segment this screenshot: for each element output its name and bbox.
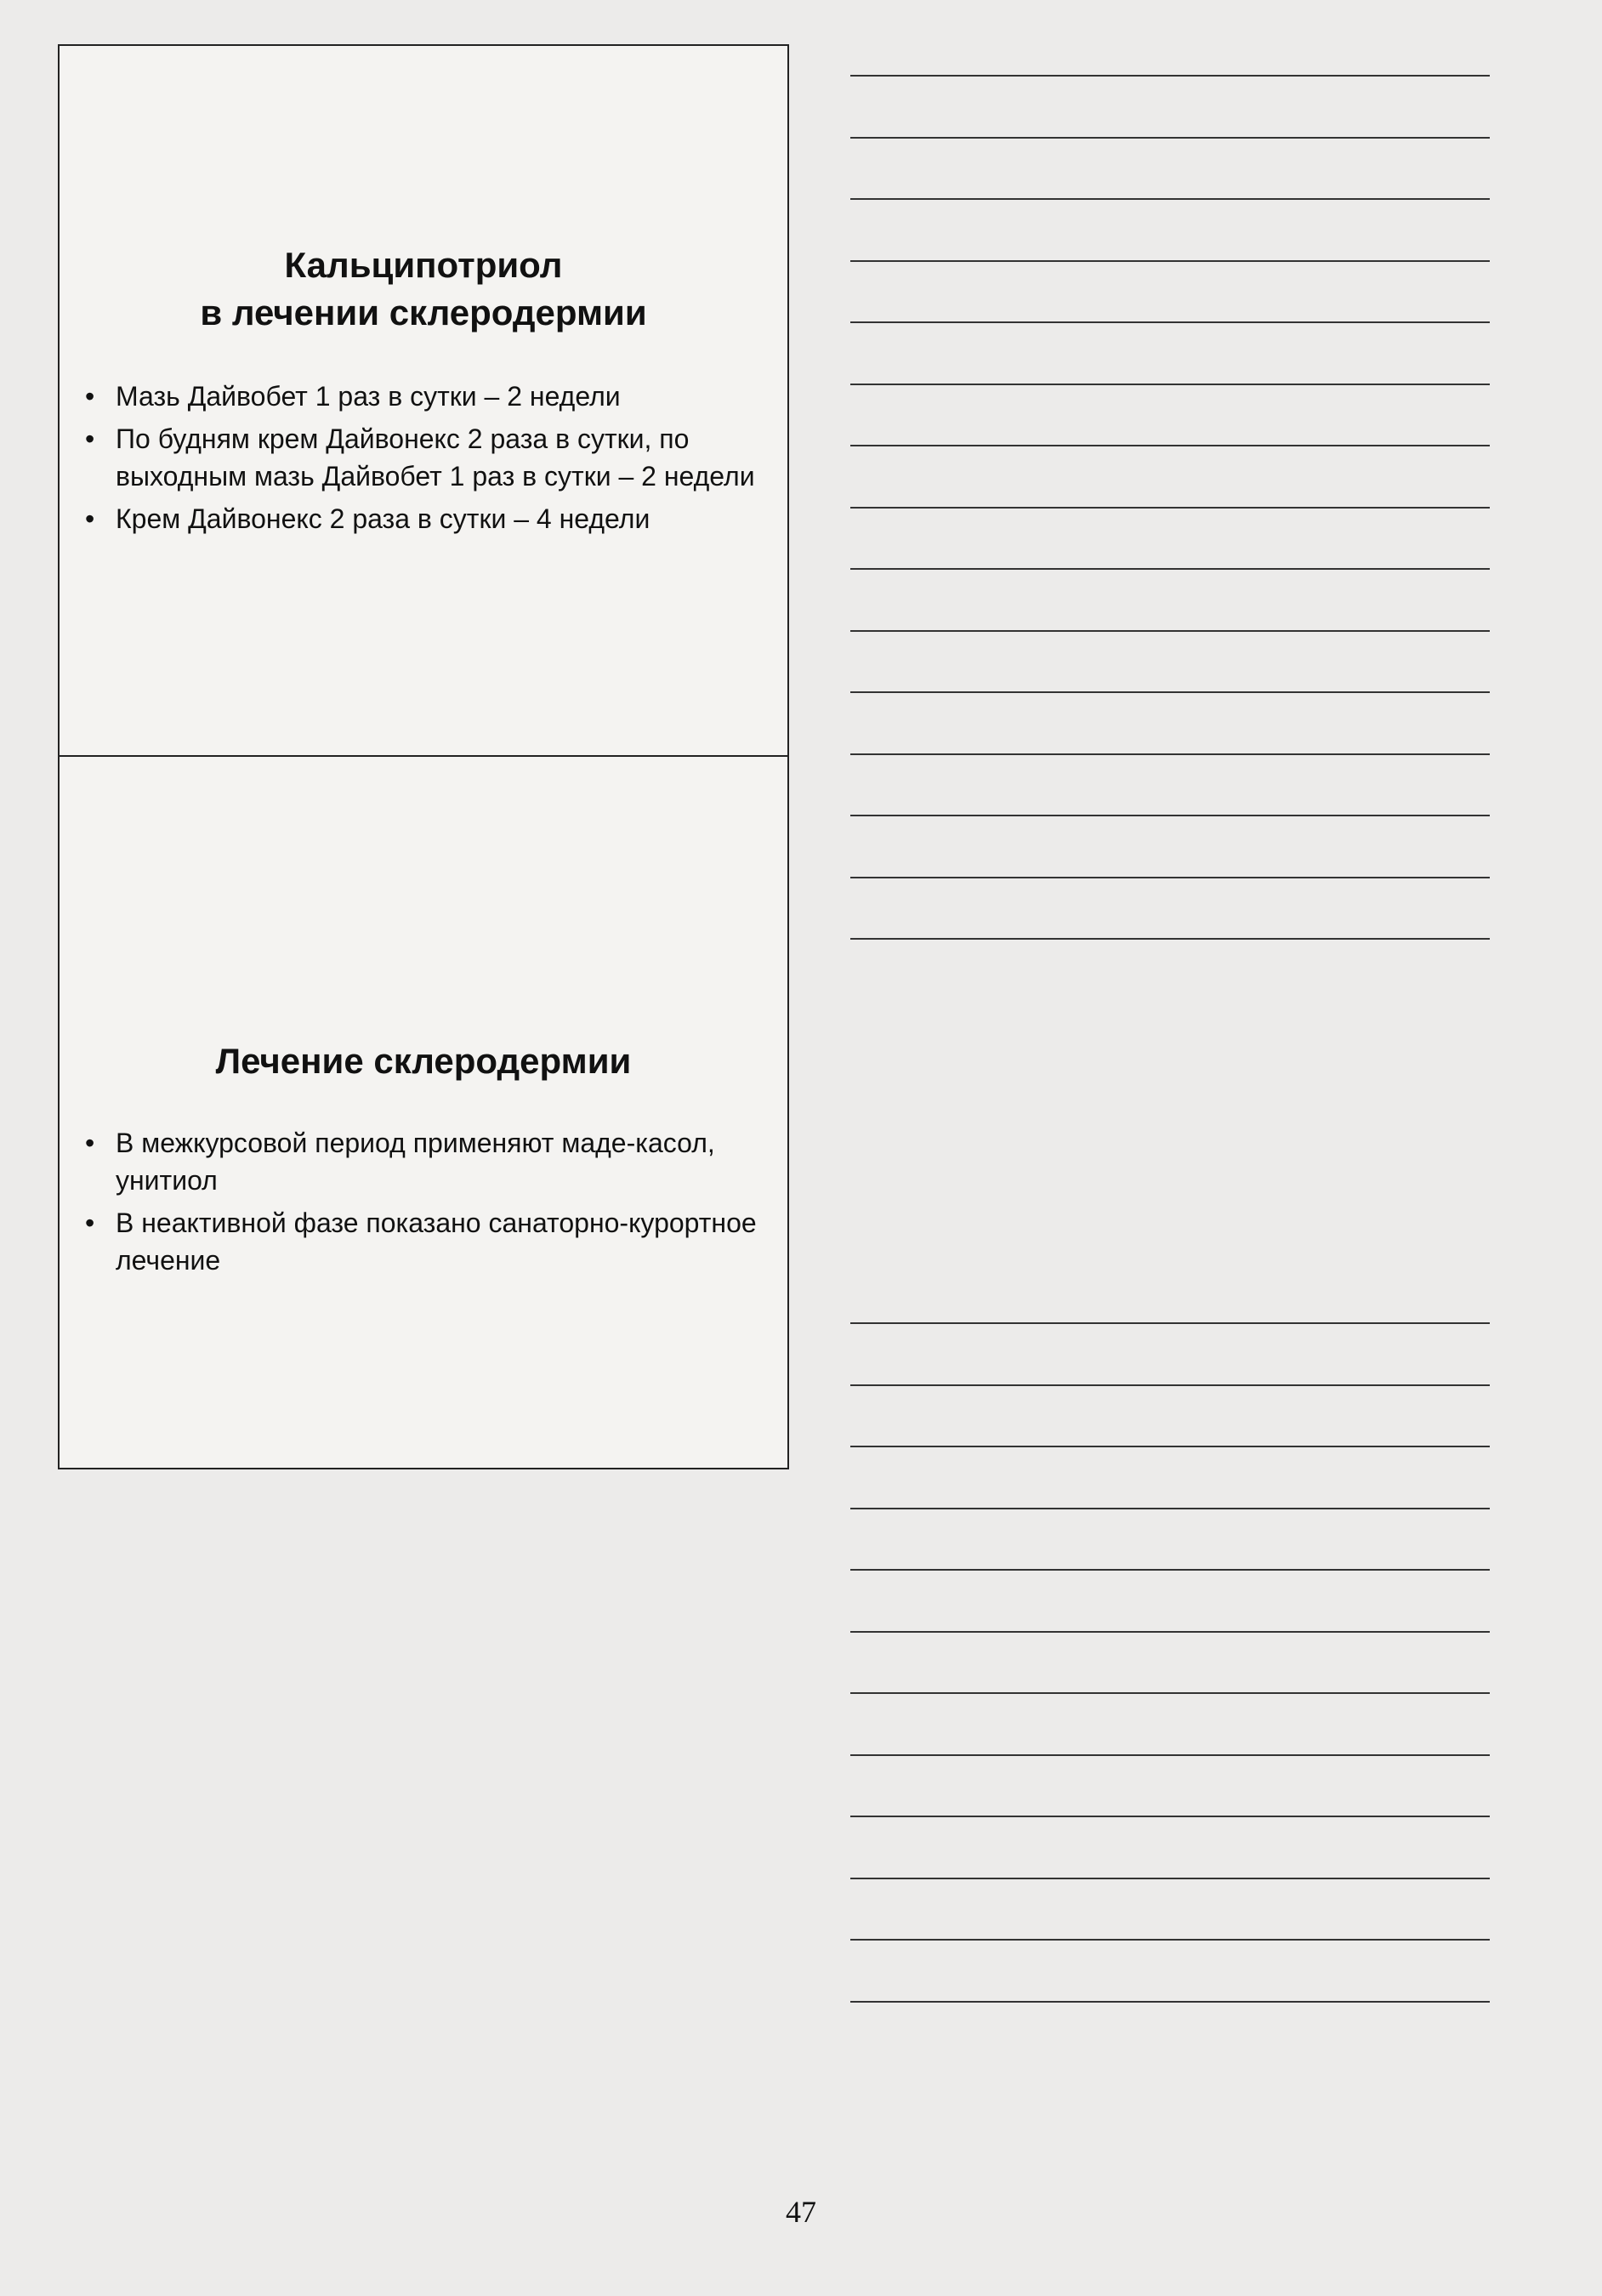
bullet-item <box>77 378 770 415</box>
note-line <box>850 384 1490 385</box>
bullet-text: В неактивной фазе показано санаторно-курортное лечение <box>116 1208 757 1276</box>
slides-panel <box>58 44 789 1469</box>
note-line <box>850 630 1490 632</box>
note-line <box>850 1569 1490 1571</box>
note-line <box>850 1631 1490 1633</box>
bullet-item <box>77 1204 770 1279</box>
note-line <box>850 1446 1490 1447</box>
bullet-item <box>77 500 770 537</box>
slide-title: Лечение склеродермии <box>215 1041 632 1081</box>
note-line <box>850 1322 1490 1324</box>
note-line <box>850 1508 1490 1509</box>
note-line <box>850 260 1490 262</box>
note-line <box>850 1878 1490 1879</box>
bullet-list <box>77 1124 770 1284</box>
slide-scleroderma-treatment <box>60 757 787 1468</box>
note-line <box>850 1384 1490 1386</box>
note-line <box>850 568 1490 570</box>
note-line <box>850 198 1490 200</box>
note-line <box>850 75 1490 77</box>
note-line <box>850 938 1490 940</box>
note-line <box>850 1816 1490 1817</box>
note-line <box>850 1939 1490 1941</box>
note-line <box>850 877 1490 878</box>
bullet-text: Крем Дайвонекс 2 раза в сутки – 4 недели <box>116 503 650 534</box>
note-line <box>850 753 1490 755</box>
slide-title-line: в лечении склеродермии <box>200 293 647 332</box>
bullet-text: По будням крем Дайвонекс 2 раза в сутки, по выходным мазь Дайвобет 1 раз в сутки – 2 недели <box>116 423 755 492</box>
bullet-item <box>77 1124 770 1199</box>
bullet-list <box>77 378 770 543</box>
page-number: 47 <box>786 2195 816 2229</box>
note-line <box>850 445 1490 446</box>
note-line <box>850 815 1490 816</box>
note-line <box>850 1692 1490 1694</box>
bullet-item <box>77 420 770 495</box>
bullet-icon: • <box>85 1208 95 1238</box>
note-line <box>850 507 1490 509</box>
bullet-text: В межкурсовой период применяют маде-касол, унитиол <box>116 1128 715 1196</box>
slide-calcipotriol <box>60 46 787 757</box>
slide-title-line: Кальципотриол <box>284 245 563 285</box>
notes-ruled-lines <box>850 0 1490 2211</box>
bullet-icon: • <box>85 1128 95 1158</box>
note-line <box>850 137 1490 139</box>
bullet-icon: • <box>85 381 95 412</box>
bullet-icon: • <box>85 423 95 454</box>
note-line <box>850 321 1490 323</box>
slide-title <box>60 242 787 337</box>
note-line <box>850 1754 1490 1756</box>
bullet-icon: • <box>85 503 95 534</box>
note-line <box>850 691 1490 693</box>
bullet-text: Мазь Дайвобет 1 раз в сутки – 2 недели <box>116 381 621 412</box>
note-line <box>850 2001 1490 2003</box>
